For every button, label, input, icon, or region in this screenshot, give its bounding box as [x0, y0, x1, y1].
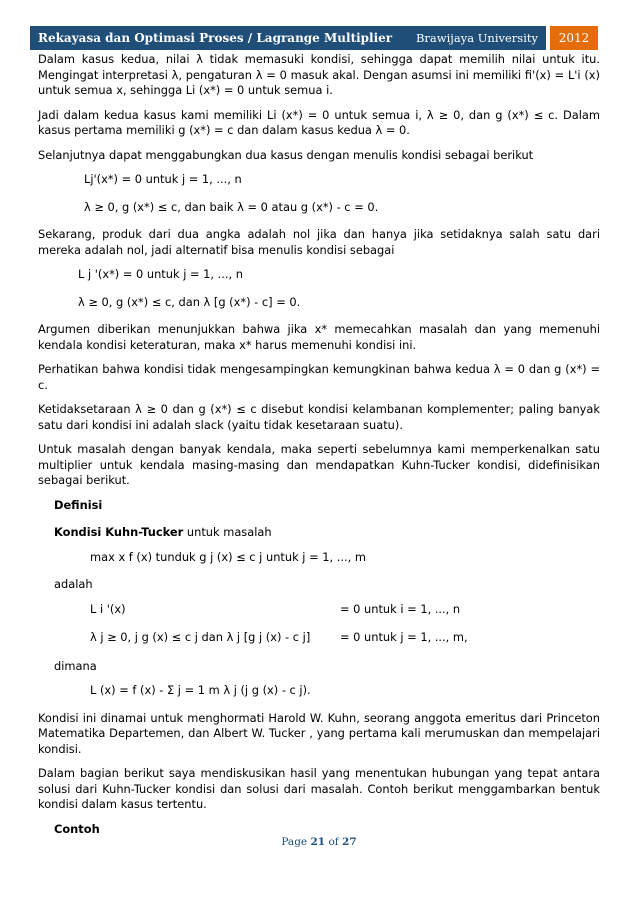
page-footer	[0, 836, 638, 848]
footer-total-pages: 27	[342, 836, 357, 848]
equation-5: max x f (x) tunduk g j (x) ≤ c j untuk j = 1, ..., m	[90, 549, 366, 564]
paragraph-5: Argumen diberikan menunjukkan bahwa jika x* memecahkan masalah dan yang memenuhi kendala kondisi keteraturan, maka x* harus memenuhi kondisi ini.	[38, 322, 600, 352]
adalah-label: adalah	[54, 577, 93, 591]
header-university: Brawijaya University	[415, 31, 538, 45]
equation-7	[90, 630, 600, 646]
footer-page-number: 21	[310, 836, 326, 848]
footer-of: of	[328, 836, 339, 848]
definition-heading: Definisi	[54, 497, 103, 512]
footer-page-label: Page	[281, 836, 308, 848]
paragraph-7: Ketidaksetaraan λ ≥ 0 dan g (x*) ≤ c disebut kondisi kelambanan komplementer; paling banyak satu dari kondisi ini adalah slack (yaitu tidak kesetaraan suatu).	[38, 402, 600, 432]
equation-3: L j '(x*) = 0 untuk j = 1, ..., n	[78, 267, 243, 281]
dimana-label: dimana	[54, 658, 97, 673]
page-body	[38, 52, 600, 849]
equation-1: Lj'(x*) = 0 untuk j = 1, ..., n	[84, 172, 242, 186]
paragraph-10: Dalam bagian berikut saya mendiskusikan hasil yang menentukan hubungan yang tepat antara solusi dari Kuhn-Tucker kondisi dan solusi dari masalah. Contoh berikut menggambarkan bentuk kondisi dalam kasus tertentu.	[38, 766, 600, 811]
paragraph-4: Sekarang, produk dari dua angka adalah nol jika dan hanya jika setidaknya salah satu dari mereka adalah nol, jadi alternatif bisa menulis kondisi sebagai	[38, 227, 600, 257]
paragraph-8: Untuk masalah dengan banyak kendala, maka seperti sebelumnya kami memperkenalkan satu multiplier untuk kendala masing-masing dan mendapatkan Kuhn-Tucker kondisi, didefinisikan sebagai berikut.	[38, 442, 600, 487]
page-header	[30, 26, 598, 50]
equation-6-right: = 0 untuk i = 1, ..., n	[340, 601, 461, 616]
equation-4: λ ≥ 0, g (x*) ≤ c, dan λ [g (x*) - c] = 0.	[78, 294, 301, 309]
paragraph-9: Kondisi ini dinamai untuk menghormati Harold W. Kuhn, seorang anggota emeritus dari Princeton Matematika Departemen, dan Albert W. Tucker , yang pertama kali merumuskan dan mempelajari kondisi.	[38, 710, 600, 756]
paragraph-6: Perhatikan bahwa kondisi tidak mengesampingkan kemungkinan bahwa kedua λ = 0 dan g (x*) = c.	[38, 362, 600, 392]
equation-7-left: λ j ≥ 0, j g (x) ≤ c j dan λ j [g j (x) - c j]	[90, 630, 311, 644]
kuhn-tucker-rest: untuk masalah	[183, 525, 272, 539]
equation-2: λ ≥ 0, g (x*) ≤ c, dan baik λ = 0 atau g (x*) - c = 0.	[84, 199, 379, 214]
kuhn-tucker-term: Kondisi Kuhn-Tucker	[54, 525, 184, 539]
equation-6	[90, 602, 600, 618]
header-title: Rekayasa dan Optimasi Proses / Lagrange Multiplier	[38, 31, 393, 45]
paragraph-3: Selanjutnya dapat menggabungkan dua kasus dengan menulis kondisi sebagai berikut	[38, 147, 534, 162]
kuhn-tucker-intro	[54, 525, 600, 541]
equation-8: L (x) = f (x) - Σ j = 1 m λ j (j g (x) - c j).	[90, 683, 311, 697]
equation-6-left: L i '(x)	[90, 601, 126, 616]
header-year: 2012	[550, 26, 598, 50]
equation-7-right: = 0 untuk j = 1, ..., m,	[340, 630, 468, 644]
example-heading: Contoh	[54, 821, 100, 836]
header-bar	[30, 26, 546, 50]
paragraph-2: Jadi dalam kedua kasus kami memiliki Li (x*) = 0 untuk semua i, λ ≥ 0, dan g (x*) ≤ c. Dalam kasus pertama memiliki g (x*) = c dan dalam kasus kedua λ = 0.	[38, 107, 600, 137]
paragraph-1: Dalam kasus kedua, nilai λ tidak memasuki kondisi, sehingga dapat memilih nilai untuk itu. Mengingat interpretasi λ, pengaturan λ = 0 masuk akal. Dengan asumsi ini memiliki fi'(x) = L'i (x) untuk semua x, sehingga Li (x*) = 0 untuk semua i.	[38, 52, 600, 97]
